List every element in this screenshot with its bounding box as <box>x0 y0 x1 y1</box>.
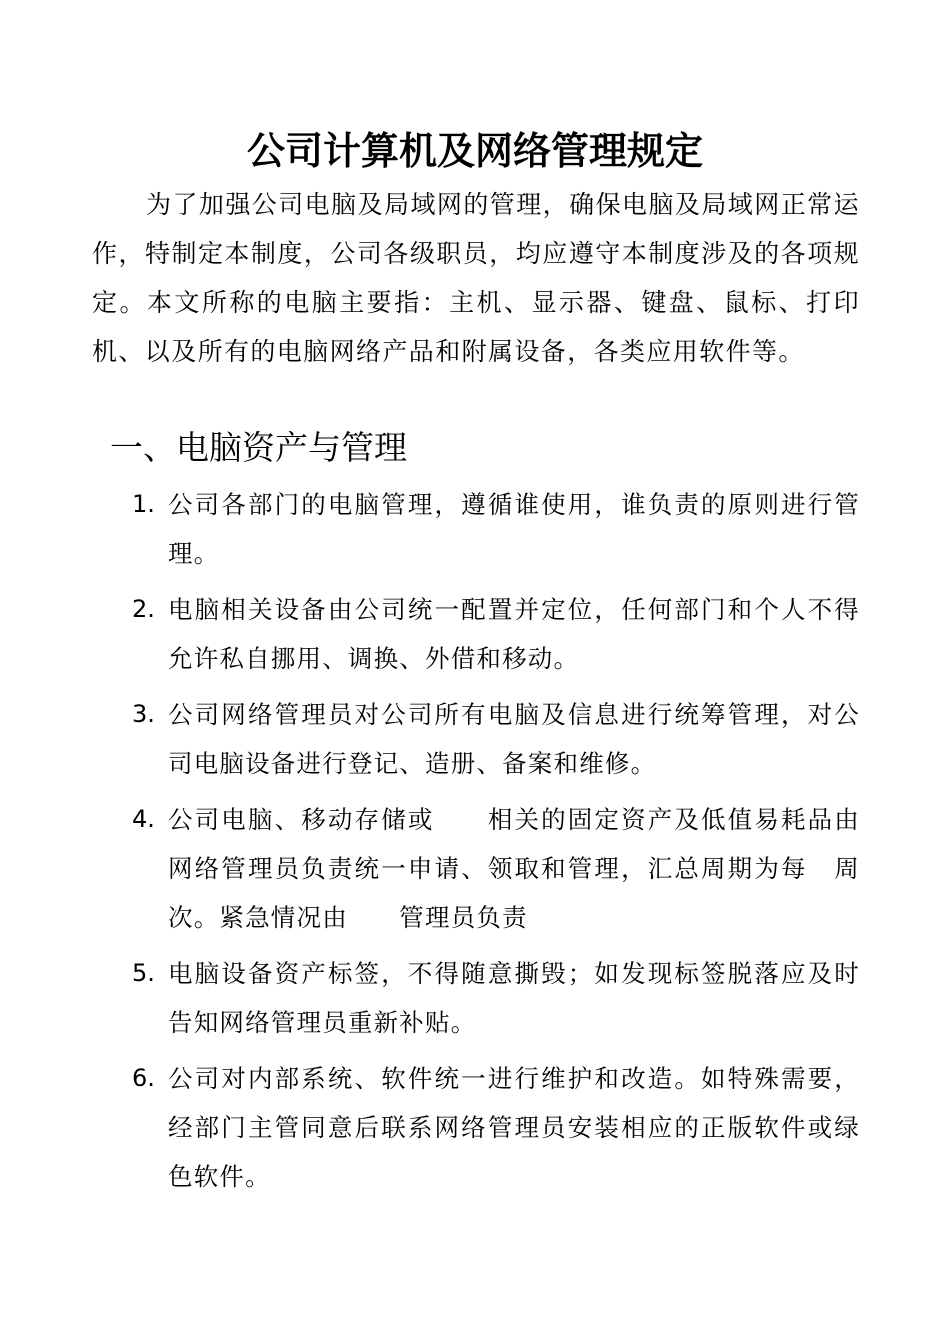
list-item-number: 6. <box>132 1064 155 1092</box>
list-item <box>132 585 860 683</box>
list-item <box>132 480 860 578</box>
list-item <box>132 1054 860 1201</box>
document-title: 公司计算机及网络管理规定 <box>246 129 703 174</box>
list-item-number: 4. <box>132 805 155 833</box>
list-item-text: 电脑相关设备由公司统一配置并定位，任何部门和个人不得允许私自挪用、调换、外借和移动。 <box>168 595 860 673</box>
list-item-number: 3. <box>132 700 155 728</box>
list-item-text: 公司网络管理员对公司所有电脑及信息进行统筹管理，对公司电脑设备进行登记、造册、备案和维修。 <box>168 700 860 778</box>
list-item <box>132 795 886 942</box>
section-heading: 一、电脑资产与管理 <box>110 428 407 467</box>
list-item <box>132 690 860 788</box>
list-item-text: 公司对内部系统、软件统一进行维护和改造。如特殊需要，经部门主管同意后联系网络管理员安装相应的正版软件或绿色软件。 <box>168 1064 860 1191</box>
intro-paragraph: 为了加强公司电脑及局域网的管理，确保电脑及局域网正常运作，特制定本制度，公司各级职员，均应遵守本制度涉及的各项规定。本文所称的电脑主要指：主机、显示器、键盘、鼠标、打印机、以及所有的电脑网络产品和附属设备，各类应用软件等。 <box>92 190 860 366</box>
list-item-text: 公司各部门的电脑管理，遵循谁使用，谁负责的原则进行管理。 <box>168 490 860 568</box>
list-item-number: 2. <box>132 595 155 623</box>
list-item <box>132 949 860 1047</box>
list-item-text: 公司电脑、移动存储或 相关的固定资产及低值易耗品由网络管理员负责统一申请、领取和管理，汇总周期为每 周 次。紧急情况由 管理员负责 <box>168 805 886 932</box>
list-item-text: 电脑设备资产标签，不得随意撕毁；如发现标签脱落应及时告知网络管理员重新补贴。 <box>168 959 860 1037</box>
list-item-number: 1. <box>132 490 155 518</box>
list-item-number: 5. <box>132 959 155 987</box>
section-item-list <box>132 480 886 1208</box>
